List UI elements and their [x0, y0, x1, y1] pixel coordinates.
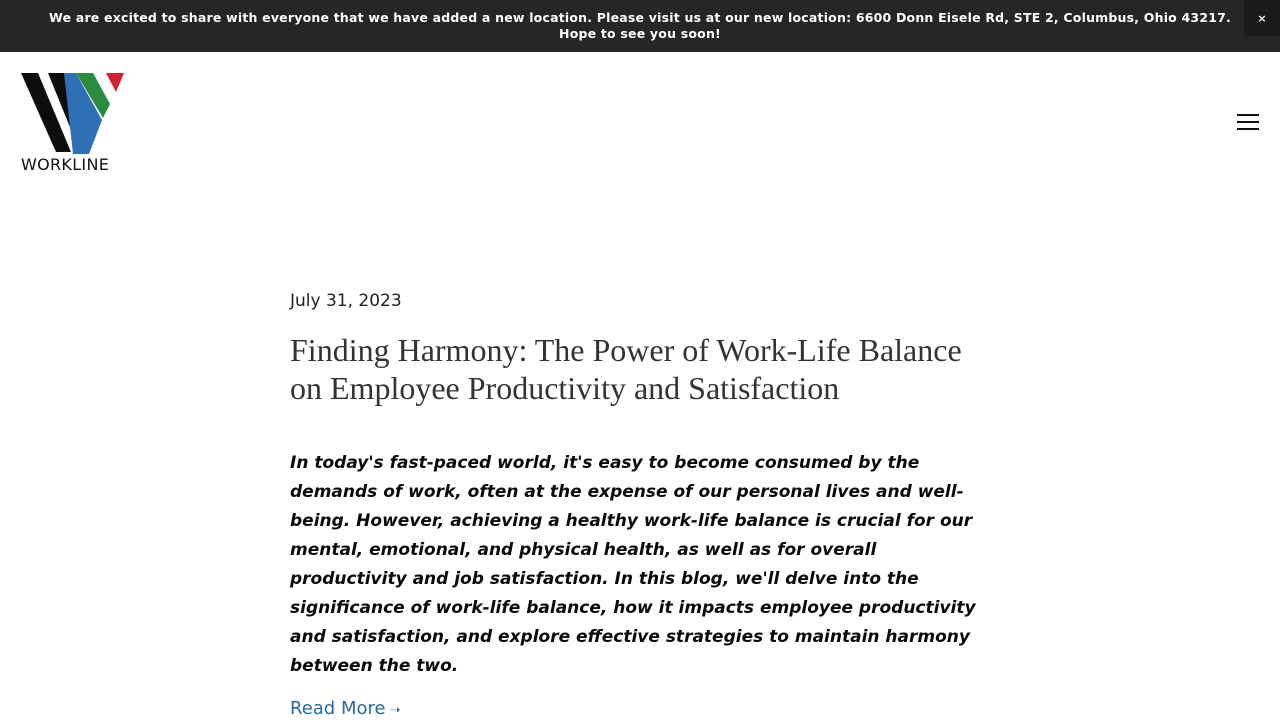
announcement-close-button[interactable]: [1244, 0, 1280, 36]
arrow-right-icon: ➝: [389, 703, 401, 718]
hamburger-icon-line-middle: [1237, 121, 1259, 123]
logo-text: WORKLINE: [21, 155, 110, 174]
blog-post-card: [290, 289, 990, 719]
post-excerpt: In today's fast-paced world, it's easy to become consumed by the demands of work, often at the expense of our personal lives and well-being. However, achieving a healthy work-life balance is crucial for our mental, emotional, and physical health, as well as for overall productivity and job satisfaction. In this blog, we'll delve into the significance of work-life balance, how it impacts employee productivity and satisfaction, and explore effective strategies to maintain harmony between the two.: [290, 453, 976, 676]
workline-logo[interactable]: [20, 72, 126, 174]
post-title[interactable]: Finding Harmony: The Power of Work-Life Balance on Employee Productivity and Satisfaction: [290, 332, 962, 406]
read-more-label: Read More: [290, 698, 386, 719]
hamburger-menu-button[interactable]: [1236, 111, 1262, 133]
hamburger-icon-line-top: [1237, 114, 1259, 116]
close-icon: ×: [1257, 11, 1267, 25]
announcement-text: We are excited to share with everyone that we have added a new location. Please visit us at our new location: 6600 Donn Eisele Rd, STE 2, Columbus, Ohio 43217. Hope to see you soon!: [49, 10, 1231, 41]
announcement-bar: [0, 0, 1280, 52]
hamburger-icon-line-bottom: [1237, 128, 1259, 130]
workline-logo-icon: [20, 72, 126, 156]
read-more-link[interactable]: [290, 698, 400, 719]
post-date: July 31, 2023: [290, 291, 402, 311]
logo-red-stroke: [106, 73, 124, 92]
